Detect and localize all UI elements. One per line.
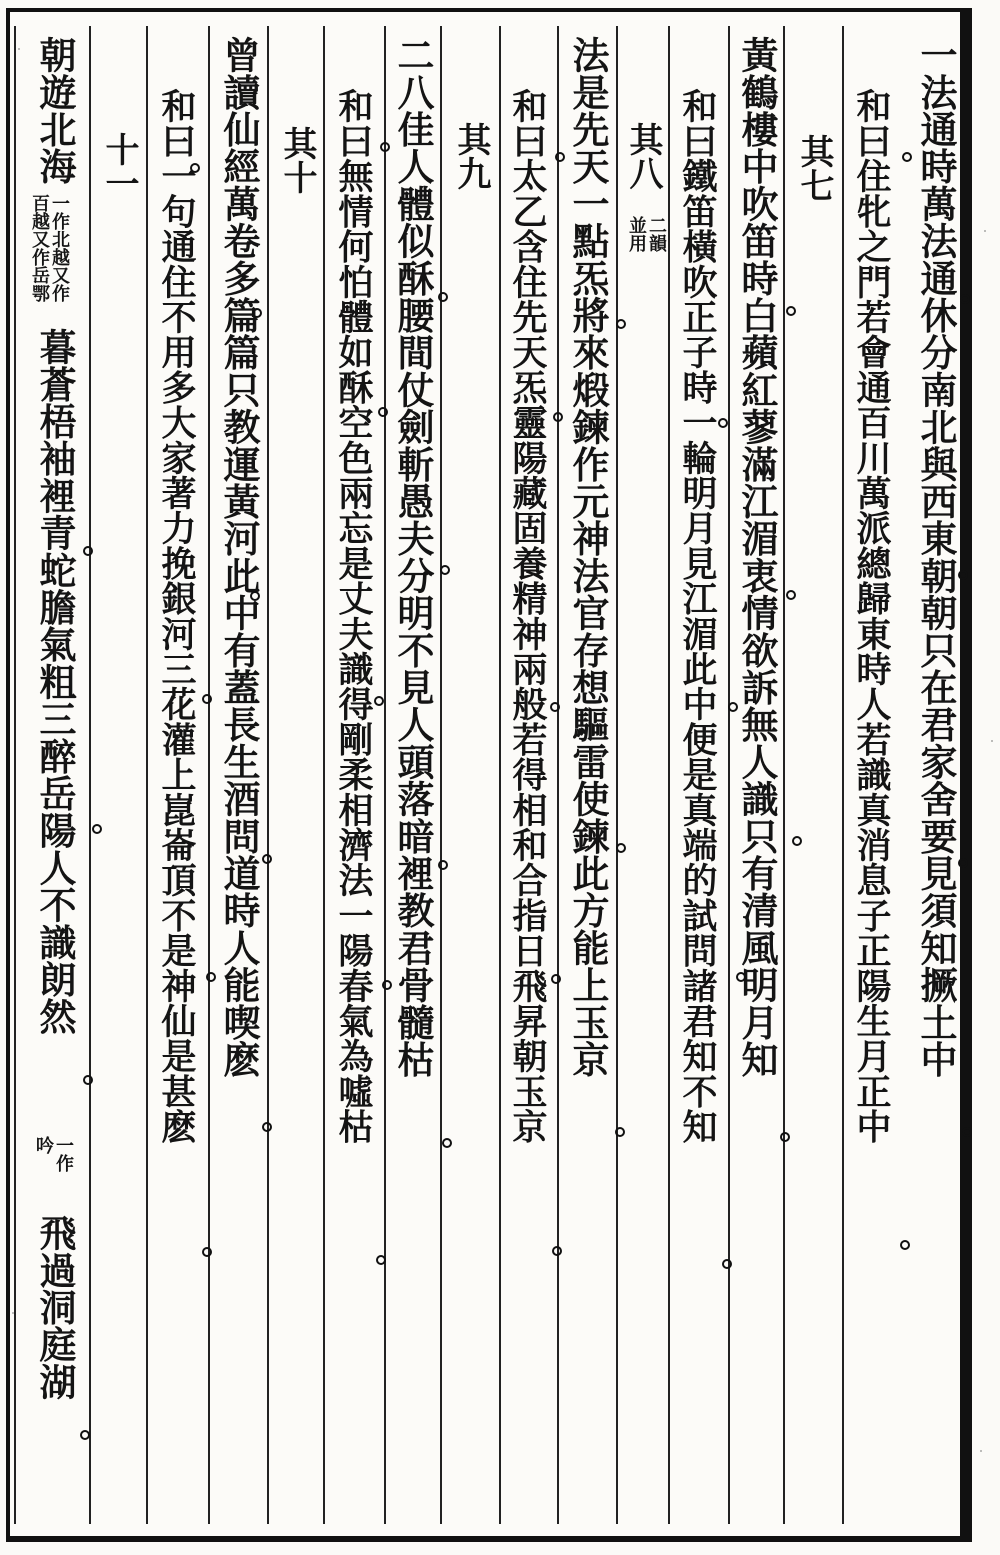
punctuation-circle [780,1132,790,1142]
punctuation-circle [616,843,626,853]
interlinear-note [627,216,665,252]
punctuation-circle [722,1259,732,1269]
text-column [208,26,267,1524]
punctuation-circle [616,319,626,329]
note-line: 百越又作岳鄂 [29,194,50,302]
text-column [902,26,974,1524]
reply-line: 和曰無情何怕體如酥空色兩忘是丈夫識得剛柔相濟法一陽春氣為噓枯 [333,88,374,1144]
text-column [384,26,440,1524]
verse-line: 飛過洞庭湖 [33,1214,77,1400]
note-line: 一作 [53,1136,74,1172]
punctuation-circle [960,294,970,304]
poem-number-title: 其九 [451,122,491,191]
poem-number-title: 其七 [794,134,834,203]
punctuation-circle [202,694,212,704]
punctuation-circle [378,407,388,417]
punctuation-circle [250,591,260,601]
text-column [557,26,616,1524]
poem-number-title: 其十 [277,126,317,195]
punctuation-circle [190,163,200,173]
punctuation-circle [374,696,384,706]
text-column [783,26,842,1524]
interlinear-note [34,1136,72,1172]
punctuation-circle [438,292,448,302]
note-line: 一作北越又作 [49,194,70,302]
punctuation-circle [252,308,262,318]
text-column [728,26,783,1524]
punctuation-circle [728,702,738,712]
punctuation-circle [786,590,796,600]
punctuation-circle [442,1138,452,1148]
punctuation-circle [900,1240,910,1250]
text-column [14,26,89,1524]
text-column [440,26,499,1524]
reply-line: 和曰一句通住不用多大家著力挽銀河三花灌上崑崙頂不是神仙是甚麽 [156,88,197,1144]
page-frame [6,8,972,1542]
reply-line: 和曰住牝之門若會通百川萬派總歸東時人若識真消息子正陽生月正中 [851,88,892,1144]
note-line: 吟 [33,1136,54,1154]
punctuation-circle [786,306,796,316]
text-column [267,26,323,1524]
punctuation-circle [962,1127,972,1137]
punctuation-circle [958,858,968,868]
punctuation-circle [553,412,563,422]
punctuation-circle [958,570,968,580]
punctuation-circle [902,152,912,162]
paper-speckle [18,48,20,50]
paper-speckle [12,1312,14,1314]
punctuation-circle [551,974,561,984]
paper-speckle [980,1450,982,1452]
punctuation-circle [83,546,93,556]
punctuation-circle [736,972,746,982]
punctuation-circle [382,980,392,990]
verse-line: 暮蒼梧袖裡青蛇膽氣粗三醉岳陽人不識朗然 [33,328,77,1035]
note-line: 二韻 [646,216,667,252]
verse-line: 朝遊北海 [33,36,77,185]
punctuation-circle [555,152,565,162]
punctuation-circle [92,824,102,834]
paper-speckle [984,230,986,232]
text-column [499,26,557,1524]
punctuation-circle [550,702,560,712]
punctuation-circle [202,1247,212,1257]
poem-number-title: 十一 [99,132,139,201]
punctuation-circle [262,854,272,864]
punctuation-circle [80,1430,90,1440]
paper-speckle [991,740,993,742]
verse-line: 一法通時萬法通休分南北與西東朝朝只在君家舍要見須知撅土中 [914,36,958,1078]
text-column [668,26,728,1524]
punctuation-circle [83,1075,93,1085]
punctuation-circle [206,972,216,982]
verse-line: 曾讀仙經萬卷多篇篇只教運黃河此中有蓋長生酒問道時人能喫麽 [217,36,261,1078]
verse-line: 黃鶴樓中吹笛時白蘋紅蓼滿江湄衷情欲訴無人識只有清風明月知 [735,36,779,1078]
text-column [842,26,902,1524]
text-column [616,26,668,1524]
interlinear-note [30,194,68,302]
verse-line: 二八佳人體似酥腰間仗劍斬愚夫分明不見人頭落暗裡教君骨髓枯 [391,36,435,1078]
punctuation-circle [380,142,390,152]
punctuation-circle [718,418,728,428]
punctuation-circle [552,1246,562,1256]
reply-line: 和曰鐵笛橫吹正子時一輪明月見江湄此中便是真端的試問諸君知不知 [677,88,718,1144]
punctuation-circle [376,1255,386,1265]
punctuation-circle [615,1127,625,1137]
text-column [146,26,208,1524]
text-column [89,26,146,1524]
text-column [323,26,384,1524]
punctuation-circle [262,1122,272,1132]
note-line: 並用 [626,216,647,252]
poem-number-title: 其八 [623,122,663,191]
punctuation-circle [438,860,448,870]
reply-line: 和曰太乙含住先天炁靈陽藏固養精神兩般若得相和合指日飛昇朝玉京 [507,88,548,1144]
punctuation-circle [792,836,802,846]
verse-line: 法是先天一點炁將來煅鍊作元神法官存想驅雷使鍊此方能上玉京 [566,36,610,1078]
punctuation-circle [440,565,450,575]
